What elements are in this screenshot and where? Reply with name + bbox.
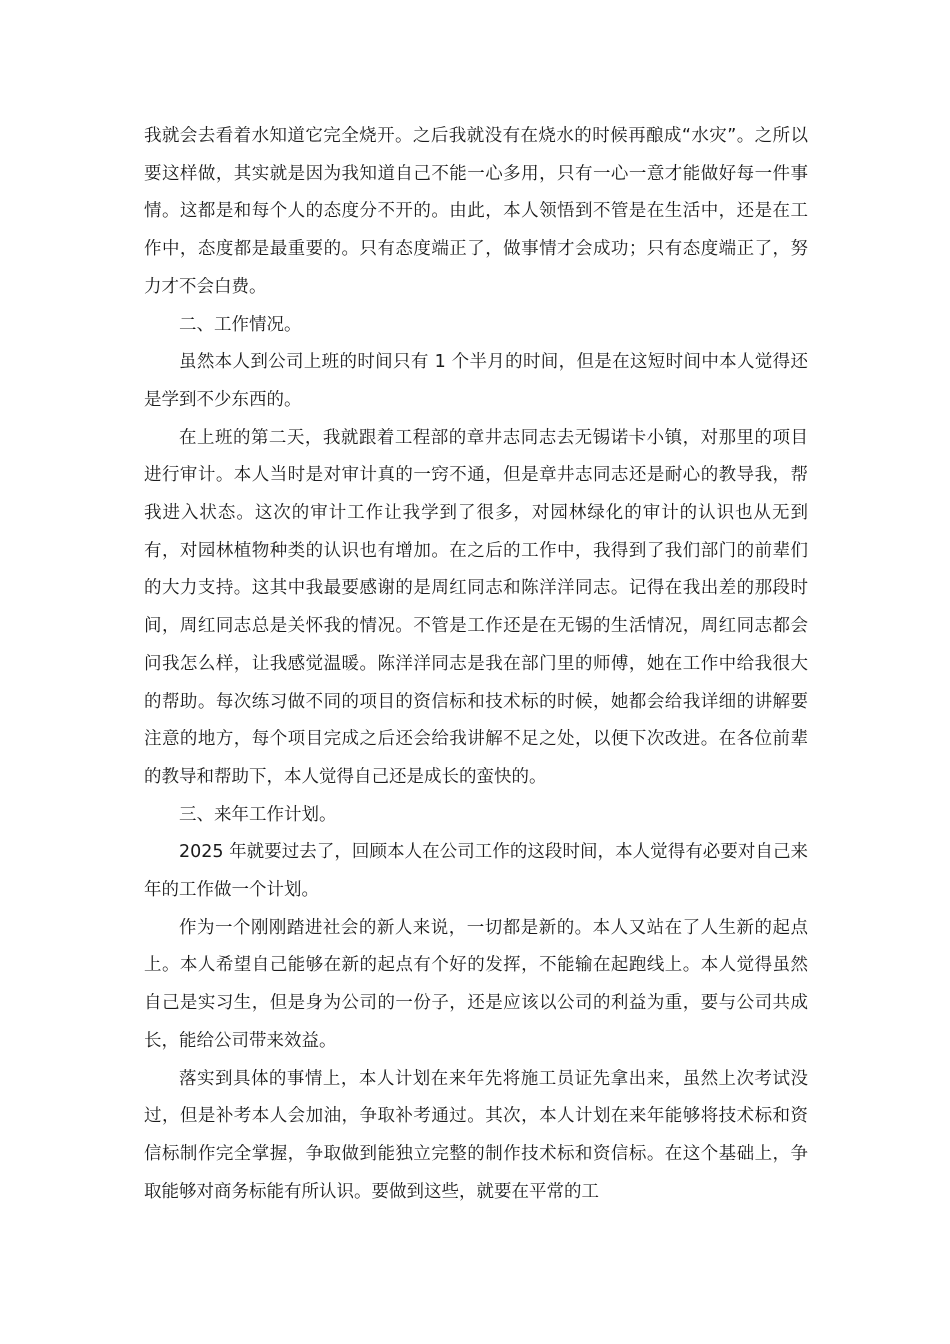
paragraph-4: 2025 年就要过去了，回顾本人在公司工作的这段时间，本人觉得有必要对自己来年的工作做一个计划。 [144,842,808,901]
heading-next-year-plan: 三、来年工作计划。 [179,804,337,825]
paragraph-5: 作为一个刚刚踏进社会的新人来说，一切都是新的。本人又站在了人生新的起点上。本人希望自己能够在新的起点有个好的发挥，不能输在起跑线上。本人觉得虽然自己是实习生，但是身为公司的一份子，还是应该以公司的利益为重，要与公司共成长，能给公司带来效益。 [144,917,808,1051]
paragraph-6: 落实到具体的事情上，本人计划在来年先将施工员证先拿出来，虽然上次考试没过，但是补考本人会加油，争取补考通过。其次，本人计划在来年能够将技术标和资信标制作完全掌握，争取做到能独立完整的制作技术标和资信标。在这个基础上，争取能够对商务标能有所认识。要做到这些，就要在平常的工 [144,1068,808,1202]
paragraph-1: 我就会去看着水知道它完全烧开。之后我就没有在烧水的时候再酿成“水灾”。之所以要这样做，其实就是因为我知道自己不能一心多用，只有一心一意才能做好每一件事情。这都是和每个人的态度分不开的。由此，本人领悟到不管是在生活中，还是在工作中，态度都是最重要的。只有态度端正了，做事情才会成功；只有态度端正了，努力才不会白费。 [144,126,808,297]
document-body [144,118,808,1211]
paragraph-3: 在上班的第二天，我就跟着工程部的章井志同志去无锡诺卡小镇，对那里的项目进行审计。本人当时是对审计真的一窍不通，但是章井志同志还是耐心的教导我，帮我进入状态。这次的审计工作让我学到了很多，对园林绿化的审计的认识也从无到有，对园林植物种类的认识也有增加。在之后的工作中，我得到了我们部门的前辈们的大力支持。这其中我最要感谢的是周红同志和陈洋洋同志。记得在我出差的那段时间，周红同志总是关怀我的情况。不管是工作还是在无锡的生活情况，周红同志都会问我怎么样，让我感觉温暖。陈洋洋同志是我在部门里的师傅，她在工作中给我很大的帮助。每次练习做不同的项目的资信标和技术标的时候，她都会给我详细的讲解要注意的地方，每个项目完成之后还会给我讲解不足之处，以便下次改进。在各位前辈的教导和帮助下，本人觉得自己还是成长的蛮快的。 [144,427,808,787]
paragraph-2: 虽然本人到公司上班的时间只有 1 个半月的时间，但是在这短时间中本人觉得还是学到不少东西的。 [144,352,808,410]
heading-work-status: 二、工作情况。 [179,314,302,335]
